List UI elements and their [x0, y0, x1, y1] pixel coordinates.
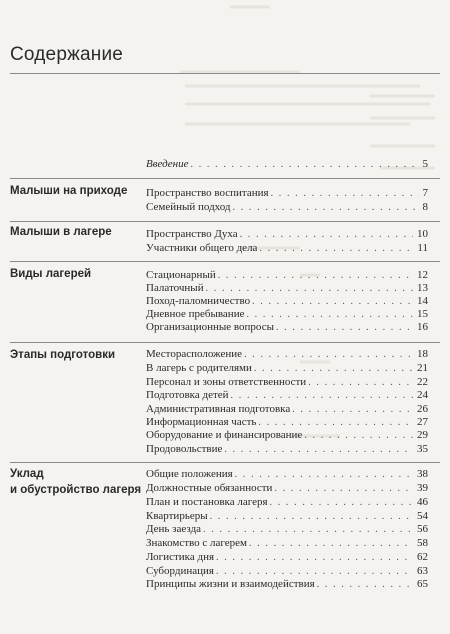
entry-page-number: 24 [417, 389, 428, 401]
toc-entry [146, 347, 428, 361]
entry-page-number: 27 [417, 416, 428, 428]
toc-entry [146, 200, 428, 214]
toc-entry [146, 294, 428, 308]
entry-title: Персонал и зоны ответственности [146, 376, 307, 388]
dot-leader [240, 228, 413, 242]
dot-leader [270, 496, 413, 510]
entry-title: План и постановка лагеря [146, 496, 268, 508]
section-divider [10, 261, 440, 262]
entry-title: Семейный подход [146, 201, 231, 213]
entry-page-number: 38 [417, 468, 428, 480]
entry-page-number: 11 [417, 242, 428, 254]
entry-title: Пространство Духа [146, 228, 238, 240]
toc-entry [146, 467, 428, 481]
toc-entry [146, 495, 428, 509]
entry-page-number: 8 [422, 201, 428, 213]
entry-title: Поход-паломничество [146, 295, 251, 307]
entry-title: Субординация [146, 565, 214, 577]
toc-entry [146, 388, 428, 402]
entry-page-number: 10 [417, 228, 428, 240]
toc-entry [146, 536, 428, 550]
toc-entry [146, 428, 428, 442]
dot-leader [259, 242, 413, 256]
section-divider [10, 342, 440, 343]
toc-entry-intro [146, 157, 428, 171]
dot-leader [271, 187, 419, 201]
entry-page-number: 26 [417, 403, 428, 415]
dot-leader [224, 443, 413, 457]
toc-entry [146, 415, 428, 429]
entry-title: Общие положения [146, 468, 233, 480]
entry-page-number: 14 [417, 295, 428, 307]
dot-leader [304, 429, 413, 443]
toc-entry [146, 361, 428, 375]
toc-entry [146, 281, 428, 295]
entry-page-number: 54 [417, 510, 428, 522]
dot-leader [276, 321, 413, 335]
toc-entry [146, 186, 428, 200]
entry-page-number: 35 [417, 443, 428, 455]
toc-entry [146, 241, 428, 255]
section-divider [10, 178, 440, 179]
toc-entry [146, 375, 428, 389]
toc-entry [146, 227, 428, 241]
dot-leader [317, 578, 413, 592]
toc-entry [146, 442, 428, 456]
entry-title: Оборудование и финансирование [146, 429, 303, 441]
entry-title: В лагерь с родителями [146, 362, 252, 374]
entry-page-number: 65 [417, 578, 428, 590]
entry-title: День заезда [146, 523, 202, 535]
entry-title: Квартирьеры [146, 510, 208, 522]
dot-leader [233, 201, 419, 215]
entry-page-number: 12 [417, 269, 428, 281]
toc-entry [146, 522, 428, 536]
page-title: Содержание [10, 44, 124, 65]
dot-leader [274, 482, 413, 496]
entry-title: Стационарный [146, 269, 216, 281]
entry-title: Введение [146, 158, 189, 170]
toc-entry [146, 550, 428, 564]
entry-title: Палаточный [146, 282, 204, 294]
entry-title: Принципы жизни и взаимодействия [146, 578, 315, 590]
entry-page-number: 15 [417, 308, 428, 320]
dot-leader [191, 158, 419, 172]
toc-entry [146, 320, 428, 334]
entry-title: Продовольствие [146, 443, 223, 455]
entry-page-number: 13 [417, 282, 428, 294]
dot-leader [244, 348, 413, 362]
section-title: Виды лагерей [10, 268, 92, 280]
entry-page-number: 39 [417, 482, 428, 494]
entry-title: Должностные обязанности [146, 482, 273, 494]
entry-page-number: 22 [417, 376, 428, 388]
dot-leader [216, 551, 413, 565]
title-divider [10, 73, 440, 74]
section-divider [10, 221, 440, 222]
entry-title: Логистика дня [146, 551, 215, 563]
toc-entry [146, 402, 428, 416]
entry-title: Участники общего дела [146, 242, 258, 254]
entry-title: Информационная часть [146, 416, 257, 428]
entry-page-number: 18 [417, 348, 428, 360]
section-title-line-1: Уклад [10, 468, 44, 480]
entry-title: Административная подготовка [146, 403, 291, 415]
section-title: Этапы подготовки [10, 349, 116, 361]
section-divider [10, 462, 440, 463]
entry-page-number: 56 [417, 523, 428, 535]
entry-title: Подготовка детей [146, 389, 229, 401]
entry-page-number: 16 [417, 321, 428, 333]
dot-leader [235, 468, 413, 482]
dot-leader [249, 537, 413, 551]
entry-title: Месторасположение [146, 348, 243, 360]
toc-entry [146, 509, 428, 523]
entry-page-number: 29 [417, 429, 428, 441]
toc-entry [146, 268, 428, 282]
entry-page-number: 46 [417, 496, 428, 508]
entry-title: Организационные вопросы [146, 321, 274, 333]
entry-page-number: 63 [417, 565, 428, 577]
section-title-line-2: и обустройство лагеря [10, 484, 142, 496]
entry-page-number: 5 [422, 158, 428, 170]
section-title: Малыши на приходе [10, 185, 128, 197]
entry-page-number: 58 [417, 537, 428, 549]
toc-entry [146, 307, 428, 321]
entry-title: Пространство воспитания [146, 187, 269, 199]
toc-entry [146, 577, 428, 591]
toc-entry [146, 564, 428, 578]
entry-title: Знакомство с лагерем [146, 537, 247, 549]
entry-page-number: 62 [417, 551, 428, 563]
entry-page-number: 7 [422, 187, 428, 199]
toc-entry [146, 481, 428, 495]
entry-page-number: 21 [417, 362, 428, 374]
dot-leader [231, 389, 413, 403]
dot-leader [254, 362, 413, 376]
section-title: Малыши в лагере [10, 226, 112, 238]
entry-title: Дневное пребывание [146, 308, 245, 320]
dot-leader [203, 523, 413, 537]
